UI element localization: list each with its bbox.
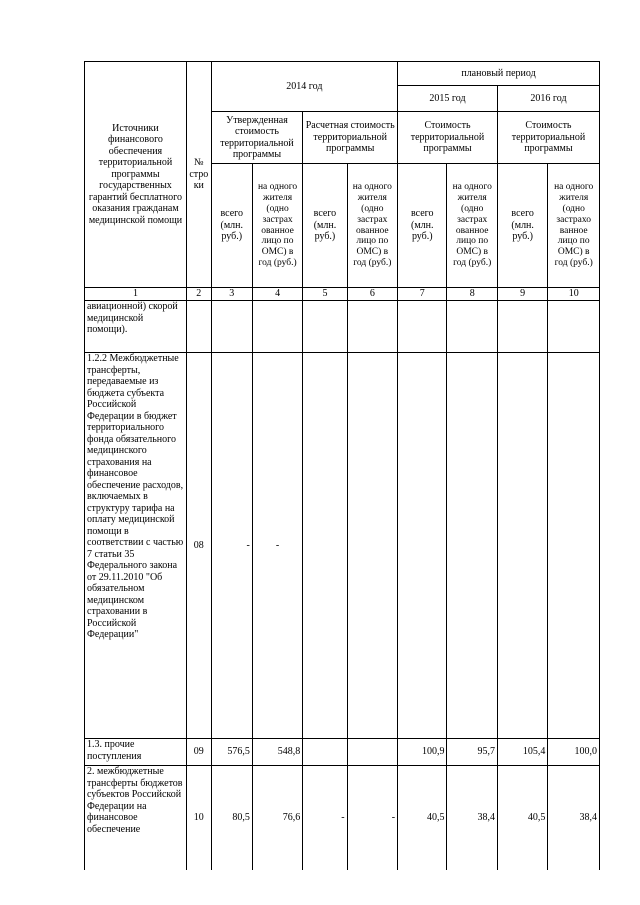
column-number: 8 [447,288,497,301]
column-number: 4 [252,288,302,301]
cell-value: 76,6 [252,766,302,870]
cell-value [347,353,397,739]
header-per-capita: на одного жителя (одно застрахо ванное лицо по ОМС) в год (руб.) [548,164,600,288]
cell-value [548,301,600,353]
cell-value [347,739,397,766]
header-total: всего (млн. руб.) [303,164,347,288]
column-number: 6 [347,288,397,301]
table-row [85,353,600,739]
cell-value [398,353,447,739]
financing-sources-table [84,61,600,870]
cell-value: - [211,353,252,739]
column-number: 10 [548,288,600,301]
cell-value [447,353,497,739]
cell-value: 548,8 [252,739,302,766]
table-row [85,766,600,870]
cell-value [303,739,347,766]
column-number: 3 [211,288,252,301]
header-year-2016: 2016 год [497,86,599,112]
row-number [186,301,211,353]
header-per-capita: на одного жителя (одно застрах ованное лицо по ОМС) в год (руб.) [252,164,302,288]
column-number: 7 [398,288,447,301]
cell-value: 80,5 [211,766,252,870]
column-number: 2 [186,288,211,301]
column-number: 5 [303,288,347,301]
header-total: всего (млн. руб.) [497,164,547,288]
cell-value [252,301,302,353]
header-per-capita: на одного жителя (одно застрах ованное лицо по ОМС) в год (руб.) [347,164,397,288]
header-year-2015: 2015 год [398,86,498,112]
row-number: 08 [186,353,211,739]
header-estimated-cost: Расчетная стоимость территориальной программы [303,112,398,164]
cell-value [211,301,252,353]
cell-value [497,301,547,353]
cell-value: 38,4 [548,766,600,870]
header-row-number: № стро ки [186,62,211,288]
cell-value: 95,7 [447,739,497,766]
cell-value [447,301,497,353]
cell-value: 100,0 [548,739,600,766]
row-number: 09 [186,739,211,766]
cell-value: 105,4 [497,739,547,766]
cell-value: 40,5 [398,766,447,870]
header-year-2014: 2014 год [211,62,397,112]
cell-value: 40,5 [497,766,547,870]
cell-value [303,353,347,739]
table-row [85,739,600,766]
header-per-capita: на одного жителя (одно застрах ованное лицо по ОМС) в год (руб.) [447,164,497,288]
cell-value: 38,4 [447,766,497,870]
cell-value [497,353,547,739]
cell-value: 576,5 [211,739,252,766]
table-row [85,301,600,353]
cell-value [303,301,347,353]
cell-value [347,301,397,353]
header-total: всего (млн. руб.) [398,164,447,288]
header-planned-period: плановый период [398,62,600,86]
cell-value: - [347,766,397,870]
header-cost-2015: Стоимость территориальной программы [398,112,498,164]
row-label: авиационной) скорой медицинской помощи). [85,301,187,353]
row-label: 1.3. прочие поступления [85,739,187,766]
cell-value: 100,9 [398,739,447,766]
cell-value [548,353,600,739]
header-source-column: Источники финансового обеспечения территориальной программы государственных гарантий бесплатного оказания гражданам медицинской помощи [85,62,187,288]
cell-value [398,301,447,353]
column-number: 9 [497,288,547,301]
cell-value: - [303,766,347,870]
header-total: всего (млн. руб.) [211,164,252,288]
column-number: 1 [85,288,187,301]
header-approved-cost: Утвержденная стоимость территориальной программы [211,112,303,164]
row-label: 1.2.2 Межбюджетные трансферты, передаваемые из бюджета субъекта Российской Федерации в бюджет территориального фонда обязательного медицинского страхования на финансовое обеспечение расходов, включаемых в структуру тарифа на оплату медицинской помощи в соответствии с частью 7 статьи 35 Федерального закона от 29.11.2010 "Об обязательном медицинском страховании в Российской Федерации" [85,353,187,739]
cell-value: - [252,353,302,739]
row-number: 10 [186,766,211,870]
header-cost-2016: Стоимость территориальной программы [497,112,599,164]
row-label: 2. межбюджетные трансферты бюджетов субъектов Российской Федерации на финансовое обеспечение [85,766,187,870]
